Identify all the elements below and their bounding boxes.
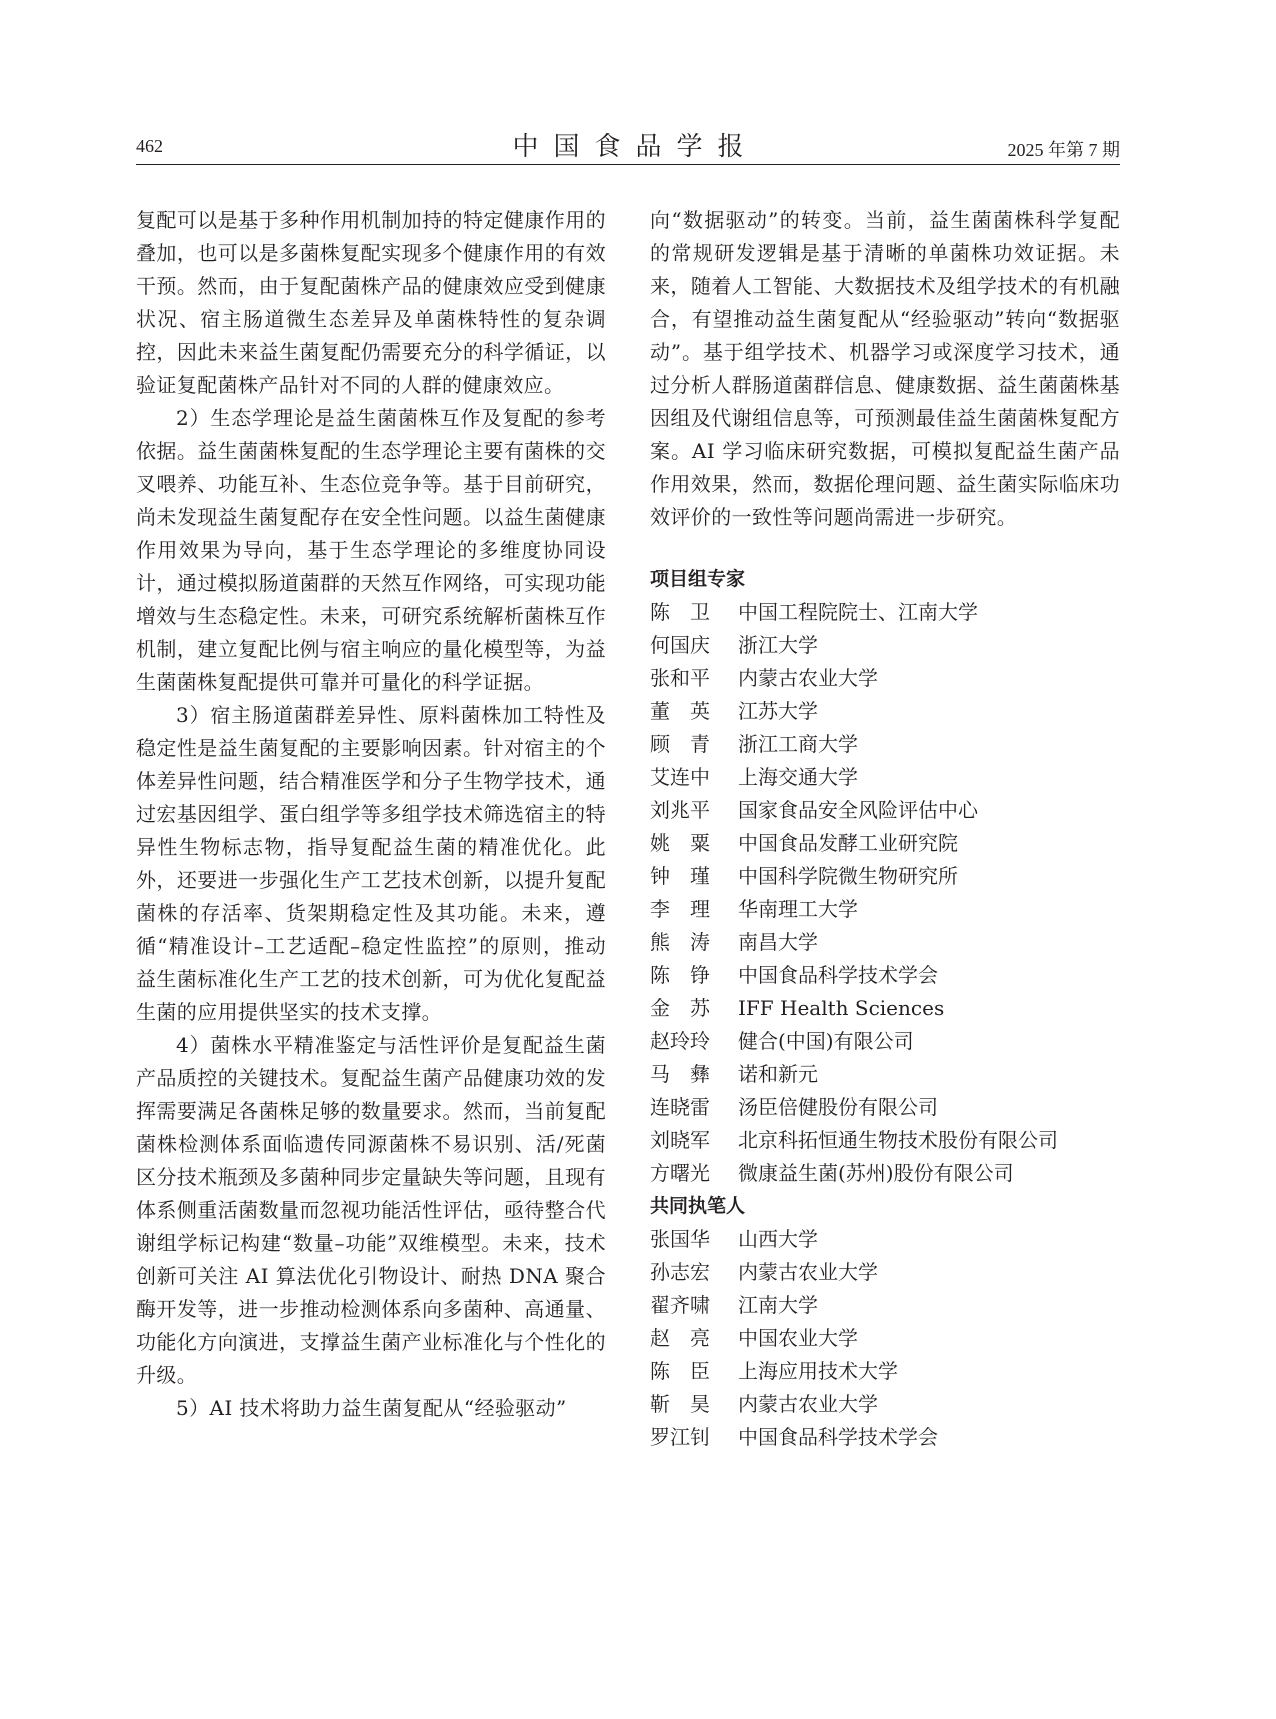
person-entry xyxy=(650,794,1120,827)
person-affiliation: 浙江工商大学 xyxy=(738,732,858,756)
body-paragraph: 向“数据驱动”的转变。当前，益生菌菌株科学复配的常规研发逻辑是基于清晰的单菌株功效证据。未来，随着人工智能、大数据技术及组学技术的有机融合，有望推动益生菌复配从“经验驱动”转向“数据驱动”。基于组学技术、机器学习或深度学习技术，通过分析人群肠道菌群信息、健康数据、益生菌菌株基因组及代谢组信息等，可预测最佳益生菌菌株复配方案。AI 学习临床研究数据，可模拟复配益生菌产品作用效果，然而，数据伦理问题、益生菌实际临床功效评价的一致性等问题尚需进一步研究。 xyxy=(650,208,1120,529)
person-name: 方曙光 xyxy=(650,1161,710,1185)
body-paragraph: 3）宿主肠道菌群差异性、原料菌株加工特性及稳定性是益生菌复配的主要影响因素。针对宿主的个体差异性问题，结合精准医学和分子生物学技术，通过宏基因组学、蛋白组学等多组学技术筛选宿主的特异性生物标志物，指导复配益生菌的精准优化。此外，还要进一步强化生产工艺技术创新，以提升复配菌株的存活率、货架期稳定性及其功能。未来，遵循“精准设计–工艺适配–稳定性监控”的原则，推动益生菌标准化生产工艺的技术创新，可为优化复配益生菌的应用提供坚实的技术支撑。 xyxy=(136,703,606,1024)
person-affiliation: 健合(中国)有限公司 xyxy=(738,1029,914,1053)
person-name: 孙志宏 xyxy=(650,1260,710,1284)
person-affiliation: 诺和新元 xyxy=(738,1062,818,1086)
person-name: 靳昊 xyxy=(650,1392,710,1416)
page-number: 462 xyxy=(136,136,163,156)
person-entry xyxy=(650,992,1120,1025)
person-name: 张国华 xyxy=(650,1227,710,1251)
person-entry xyxy=(650,1355,1120,1388)
right-column xyxy=(650,204,1120,1454)
experts-list xyxy=(650,596,1120,1190)
person-entry xyxy=(650,1421,1120,1454)
person-name: 陈卫 xyxy=(650,600,710,624)
person-affiliation: 微康益生菌(苏州)股份有限公司 xyxy=(738,1161,1014,1185)
journal-title: 中国食品学报 xyxy=(512,132,759,162)
coauthors-heading: 共同执笔人 xyxy=(650,1195,746,1217)
person-affiliation: 山西大学 xyxy=(738,1227,818,1251)
person-name: 顾青 xyxy=(650,732,710,756)
person-name: 刘晓军 xyxy=(650,1128,710,1152)
person-affiliation: 中国食品发酵工业研究院 xyxy=(738,831,958,855)
person-name: 董英 xyxy=(650,699,710,723)
body-paragraph: 4）菌株水平精准鉴定与活性评价是复配益生菌产品质控的关键技术。复配益生菌产品健康功效的发挥需要满足各菌株足够的数量要求。然而，当前复配菌株检测体系面临遗传同源菌株不易识别、活/死菌区分技术瓶颈及多菌种同步定量缺失等问题，且现有体系侧重活菌数量而忽视功能活性评估，亟待整合代谢组学标记构建“数量–功能”双维模型。未来，技术创新可关注 AI 算法优化引物设计、耐热 DNA 聚合酶开发等，进一步推动检测体系向多菌种、高通量、功能化方向演进，支撑益生菌产业标准化与个性化的升级。 xyxy=(136,1033,606,1387)
person-name: 翟齐啸 xyxy=(650,1293,710,1317)
person-name: 陈铮 xyxy=(650,963,710,987)
person-entry xyxy=(650,1322,1120,1355)
person-entry xyxy=(650,695,1120,728)
person-name: 刘兆平 xyxy=(650,798,710,822)
person-affiliation: IFF Health Sciences xyxy=(738,996,945,1020)
person-name: 金苏 xyxy=(650,996,710,1020)
person-affiliation: 中国食品科学技术学会 xyxy=(738,963,938,987)
person-affiliation: 中国工程院院士、江南大学 xyxy=(738,600,978,624)
person-affiliation: 南昌大学 xyxy=(738,930,818,954)
person-affiliation: 浙江大学 xyxy=(738,633,818,657)
person-affiliation: 北京科拓恒通生物技术股份有限公司 xyxy=(738,1128,1058,1152)
person-entry xyxy=(650,761,1120,794)
person-name: 李理 xyxy=(650,897,710,921)
person-name: 陈臣 xyxy=(650,1359,710,1383)
running-header xyxy=(136,126,1120,165)
body-paragraph: 复配可以是基于多种作用机制加持的特定健康作用的叠加，也可以是多菌株复配实现多个健康作用的有效干预。然而，由于复配菌株产品的健康效应受到健康状况、宿主肠道微生态差异及单菌株特性的复杂调控，因此未来益生菌复配仍需要充分的科学循证，以验证复配菌株产品针对不同的人群的健康效应。 xyxy=(136,208,606,397)
person-entry xyxy=(650,1223,1120,1256)
person-name: 连晓雷 xyxy=(650,1095,710,1119)
person-entry xyxy=(650,1256,1120,1289)
coauthors-list xyxy=(650,1223,1120,1454)
person-entry xyxy=(650,629,1120,662)
person-affiliation: 江苏大学 xyxy=(738,699,818,723)
person-affiliation: 上海交通大学 xyxy=(738,765,858,789)
person-entry xyxy=(650,959,1120,992)
person-affiliation: 中国科学院微生物研究所 xyxy=(738,864,958,888)
person-affiliation: 华南理工大学 xyxy=(738,897,858,921)
person-entry xyxy=(650,1289,1120,1322)
left-column xyxy=(136,204,606,1425)
body-paragraph: 5）AI 技术将助力益生菌复配从“经验驱动” xyxy=(176,1396,567,1420)
person-entry xyxy=(650,728,1120,761)
person-entry xyxy=(650,1157,1120,1190)
person-name: 熊涛 xyxy=(650,930,710,954)
person-name: 姚粟 xyxy=(650,831,710,855)
person-entry xyxy=(650,827,1120,860)
person-entry xyxy=(650,1388,1120,1421)
person-entry xyxy=(650,926,1120,959)
person-name: 何国庆 xyxy=(650,633,710,657)
person-entry xyxy=(650,1025,1120,1058)
person-entry xyxy=(650,596,1120,629)
person-affiliation: 上海应用技术大学 xyxy=(738,1359,898,1383)
person-affiliation: 内蒙古农业大学 xyxy=(738,666,878,690)
person-entry xyxy=(650,860,1120,893)
person-affiliation: 中国农业大学 xyxy=(738,1326,858,1350)
person-affiliation: 汤臣倍健股份有限公司 xyxy=(738,1095,938,1119)
person-entry xyxy=(650,893,1120,926)
person-name: 张和平 xyxy=(650,666,710,690)
person-name: 钟瑾 xyxy=(650,864,710,888)
person-affiliation: 中国食品科学技术学会 xyxy=(738,1425,938,1449)
person-name: 马彝 xyxy=(650,1062,710,1086)
person-entry xyxy=(650,1091,1120,1124)
experts-heading: 项目组专家 xyxy=(650,568,746,590)
person-name: 罗江钊 xyxy=(650,1425,710,1449)
person-name: 赵玲玲 xyxy=(650,1029,710,1053)
person-entry xyxy=(650,1124,1120,1157)
issue-label: 2025 年第 7 期 xyxy=(1007,140,1120,160)
person-name: 赵亮 xyxy=(650,1326,710,1350)
person-entry xyxy=(650,662,1120,695)
person-affiliation: 国家食品安全风险评估中心 xyxy=(738,798,978,822)
body-paragraph: 2）生态学理论是益生菌菌株互作及复配的参考依据。益生菌菌株复配的生态学理论主要有菌株的交叉喂养、功能互补、生态位竞争等。基于目前研究，尚未发现益生菌复配存在安全性问题。以益生菌健康作用效果为导向，基于生态学理论的多维度协同设计，通过模拟肠道菌群的天然互作网络，可实现功能增效与生态稳定性。未来，可研究系统解析菌株互作机制，建立复配比例与宿主响应的量化模型等，为益生菌菌株复配提供可靠并可量化的科学证据。 xyxy=(136,406,606,694)
person-affiliation: 江南大学 xyxy=(738,1293,818,1317)
person-affiliation: 内蒙古农业大学 xyxy=(738,1392,878,1416)
person-name: 艾连中 xyxy=(650,765,710,789)
person-affiliation: 内蒙古农业大学 xyxy=(738,1260,878,1284)
person-entry xyxy=(650,1058,1120,1091)
